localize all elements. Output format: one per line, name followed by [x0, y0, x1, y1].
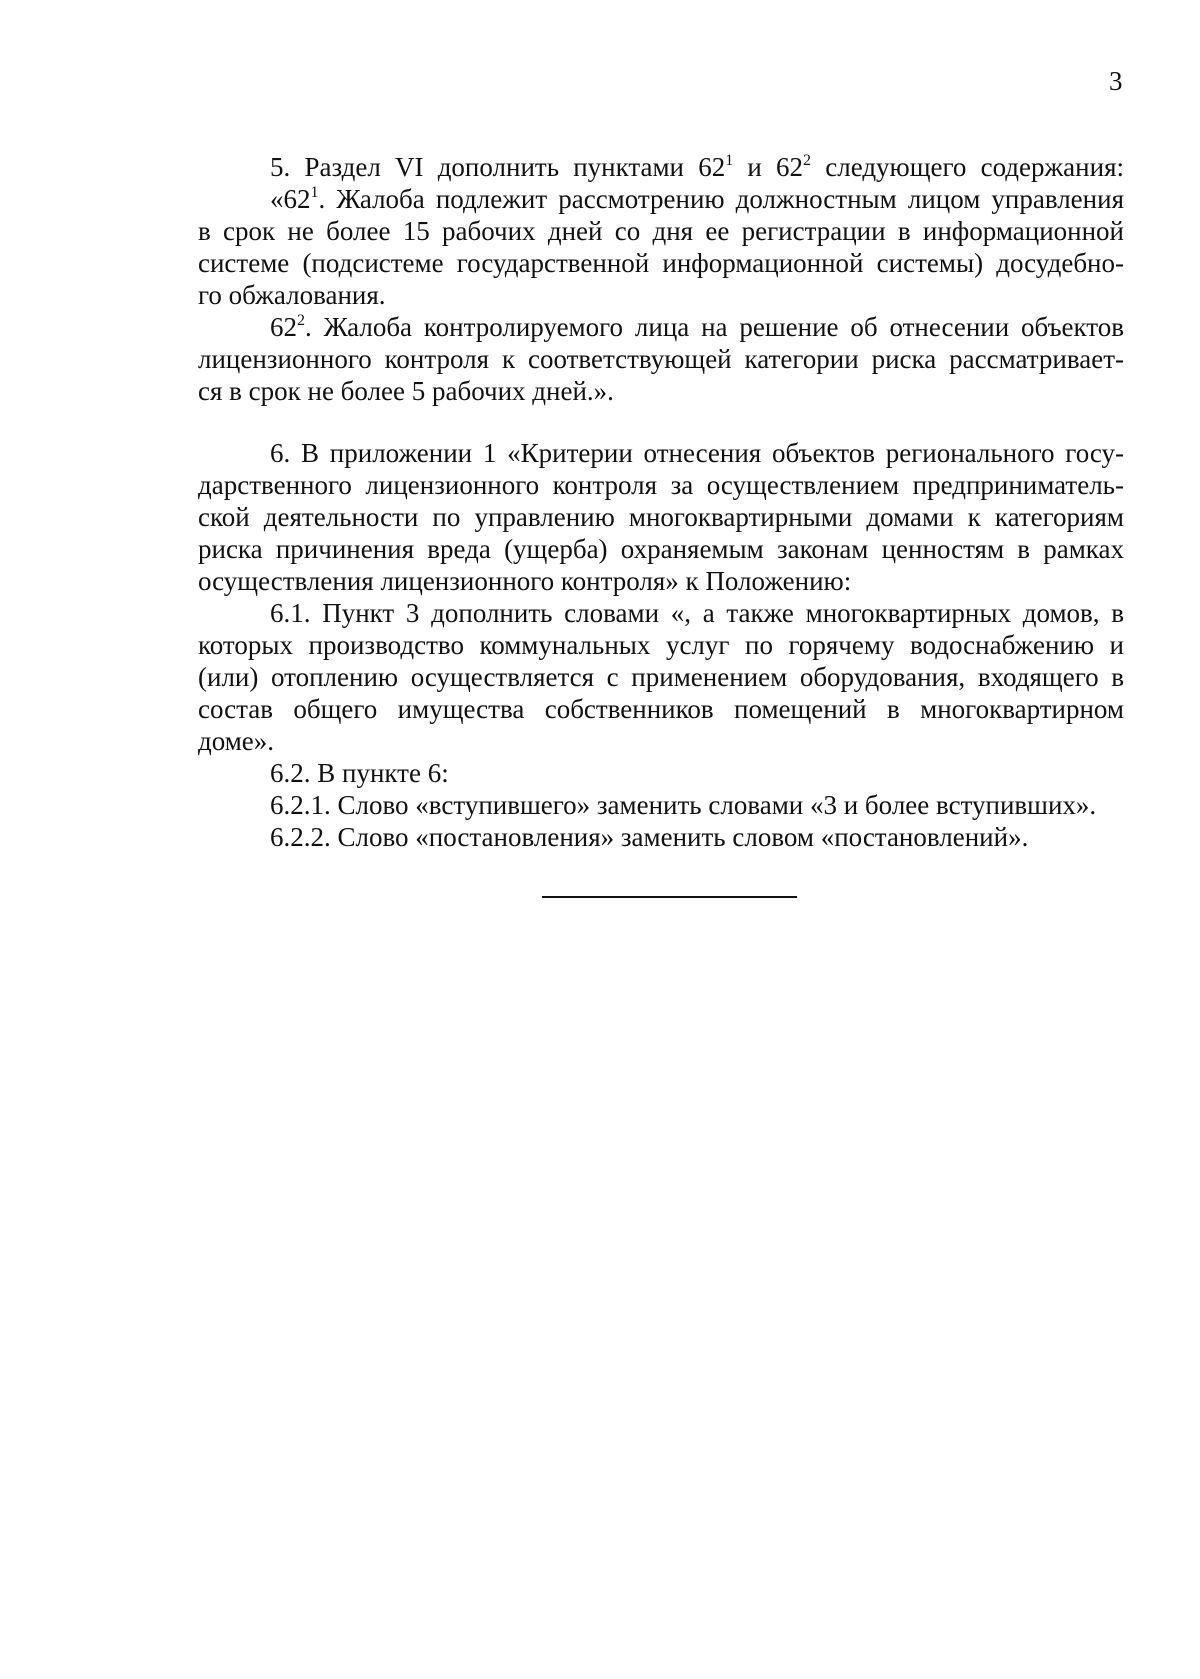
paragraph-6-1-line: 6.1. Пункт 3 дополнить словами «, а также многоквартирных домов, в	[270, 598, 1124, 628]
section-6-line: 6. В приложении 1 «Критерии отнесения объектов регионального госу-	[270, 438, 1124, 468]
superscript: 1	[310, 184, 319, 201]
superscript: 1	[725, 152, 734, 169]
page-number: 3	[1109, 66, 1123, 96]
text-segment: 62	[270, 312, 297, 342]
paragraph-6-1-line: которых производство коммунальных услуг по горячему водоснабжению и	[198, 630, 1124, 660]
paragraph-62-2-line: ся в срок не более 5 рабочих дней.».	[198, 376, 614, 406]
paragraph-62-1-line	[270, 183, 1124, 215]
text-segment: . Жалоба контролируемого лица на решение об отнесении объектов	[305, 312, 1124, 342]
text-segment: 5. Раздел VI дополнить пунктами 62	[270, 152, 726, 182]
section-6-line: осуществления лицензионного контроля» к Положению:	[198, 566, 852, 596]
paragraph-62-1-line: го обжалования.	[198, 280, 386, 310]
section-5-heading	[270, 151, 1124, 183]
paragraph-6-1-line: доме».	[198, 726, 275, 756]
text-segment: . Жалоба подлежит рассмотрению должностным лицом управления	[318, 184, 1124, 214]
text-segment: следующего содержания:	[811, 152, 1124, 182]
text-segment: «62	[270, 184, 311, 214]
section-6-line: риска причинения вреда (ущерба) охраняемым законам ценностям в рамках	[198, 534, 1124, 564]
section-6-line: дарственного лицензионного контроля за осуществлением предприниматель-	[198, 470, 1124, 500]
paragraph-6-1-line: (или) отоплению осуществляется с применением оборудования, входящего в	[198, 662, 1124, 692]
paragraph-62-2-line	[270, 311, 1124, 343]
section-6-line: ской деятельности по управлению многоквартирными домами к категориям	[198, 502, 1124, 532]
paragraph-62-1-line: системе (подсистеме государственной информационной системы) досудебно-	[198, 248, 1124, 278]
end-rule	[542, 896, 797, 898]
paragraph-62-1-line: в срок не более 15 рабочих дней со дня ее регистрации в информационной	[198, 216, 1124, 246]
paragraph-62-2-line: лицензионного контроля к соответствующей категории риска рассматривает-	[198, 344, 1124, 374]
paragraph-6-1-line: состав общего имущества собственников помещений в многоквартирном	[198, 694, 1124, 724]
paragraph-6-2-1-line: 6.2.1. Слово «вступившего» заменить словами «3 и более вступивших».	[270, 790, 1097, 820]
superscript: 2	[803, 152, 812, 169]
paragraph-6-2-2-line: 6.2.2. Слово «постановления» заменить словом «постановлений».	[270, 822, 1029, 852]
paragraph-6-2-line: 6.2. В пункте 6:	[270, 758, 449, 788]
text-segment: и 62	[733, 152, 804, 182]
superscript: 2	[297, 312, 305, 329]
